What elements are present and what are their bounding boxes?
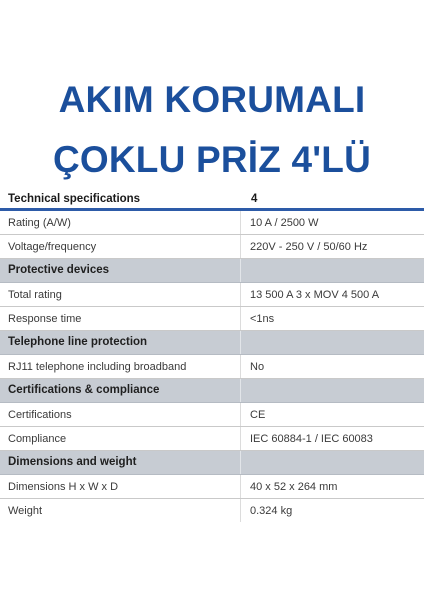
spec-value: No: [250, 361, 265, 373]
spec-header-label: Technical specifications: [8, 193, 141, 205]
spec-value: 13 500 A 3 x MOV 4 500 A: [250, 289, 380, 301]
spec-row-rj11: [0, 355, 424, 379]
section-title: Protective devices: [8, 264, 110, 276]
section-title: Dimensions and weight: [8, 456, 137, 468]
spec-value: 10 A / 2500 W: [250, 217, 319, 229]
spec-value: 0.324 kg: [250, 505, 293, 517]
product-title-line-2: ÇOKLU PRİZ 4'LÜ: [52, 139, 372, 180]
column-divider: [240, 283, 241, 306]
spec-label: Voltage/frequency: [8, 241, 97, 253]
spec-row-voltage: [0, 235, 424, 259]
spec-row-certifications: [0, 403, 424, 427]
spec-label: Compliance: [8, 433, 67, 445]
spec-value: <1ns: [250, 313, 275, 325]
column-divider: [240, 475, 241, 498]
spec-row-compliance: [0, 427, 424, 451]
column-divider: [240, 403, 241, 426]
spec-label: Dimensions H x W x D: [8, 481, 119, 493]
column-divider: [240, 499, 241, 522]
column-divider: [240, 307, 241, 330]
spec-row-weight: [0, 499, 424, 522]
spec-section-dimensions-weight: [0, 451, 424, 475]
product-title-line-1: AKIM KORUMALI: [58, 79, 366, 120]
column-divider: [240, 211, 241, 234]
spec-section-telephone-line-protection: [0, 331, 424, 355]
spec-value: CE: [250, 409, 266, 421]
spec-label: Total rating: [8, 289, 62, 301]
spec-label: Weight: [8, 505, 43, 517]
spec-row-total-rating: [0, 283, 424, 307]
spec-label: Response time: [8, 313, 82, 325]
section-title: Certifications & compliance: [8, 384, 160, 396]
section-title: Telephone line protection: [8, 336, 148, 348]
column-divider: [240, 427, 241, 450]
column-divider: [240, 331, 241, 354]
spec-section-protective-devices: [0, 259, 424, 283]
spec-label: Rating (A/W): [8, 217, 71, 229]
column-divider: [240, 451, 241, 474]
spec-row-response-time: [0, 307, 424, 331]
spec-label: RJ11 telephone including broadband: [8, 361, 187, 373]
spec-table-header: [0, 189, 424, 211]
spec-value: 220V - 250 V / 50/60 Hz: [250, 241, 368, 253]
column-divider: [240, 259, 241, 282]
spec-table: [0, 189, 424, 522]
spec-section-certifications-compliance: [0, 379, 424, 403]
spec-row-rating: [0, 211, 424, 235]
spec-value: IEC 60884-1 / IEC 60083: [250, 433, 373, 445]
spec-row-dimensions: [0, 475, 424, 499]
column-divider: [240, 355, 241, 378]
spec-header-value: 4: [251, 193, 258, 205]
column-divider: [240, 379, 241, 402]
spec-value: 40 x 52 x 264 mm: [250, 481, 338, 493]
column-divider: [240, 235, 241, 258]
spec-label: Certifications: [8, 409, 72, 421]
